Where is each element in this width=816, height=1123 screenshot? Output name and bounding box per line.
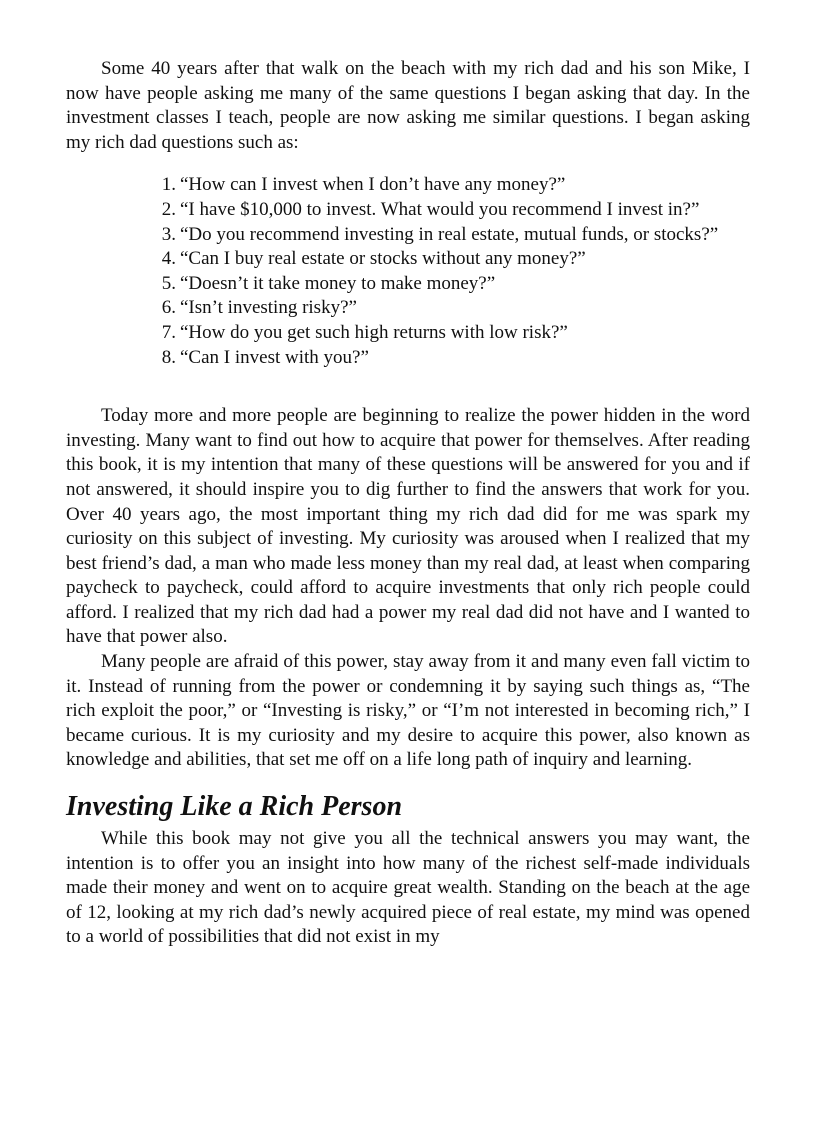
section-heading: Investing Like a Rich Person [66, 791, 403, 823]
list-item [146, 198, 746, 223]
list-item [146, 173, 746, 198]
list-number: 6. [161, 297, 176, 319]
questions-list [66, 173, 746, 370]
list-item [146, 296, 746, 321]
list-item [146, 321, 746, 346]
afraid-paragraph: Many people are afraid of this power, stay away from it and many even fall victim to it. Instead of running from the power or condemning it by saying such things as, “The rich exploit the poor,” or “Investing is risky,” or “I’m not interested in becoming rich,” I became curious. It is my curiosity and my desire to acquire this power, also known as knowledge and abilities, that set me off on a life long path of inquiry and learning. [66, 651, 750, 771]
section-paragraph: While this book may not give you all the technical answers you may want, the intention is to offer you an insight into how many of the richest self-made individuals made their money and went on to acquire great wealth. Standing on the beach at the age of 12, looking at my rich dad’s newly acquired piece of real estate, my mind was opened to a world of possibilities that did not exist in my [66, 828, 750, 948]
list-text: “Can I buy real estate or stocks without any money?” [180, 248, 586, 270]
list-text: “How do you get such high returns with low risk?” [180, 321, 568, 343]
list-spacer [66, 370, 750, 404]
list-number: 1. [161, 174, 176, 196]
list-text: “I have $10,000 to invest. What would you recommend I invest in?” [180, 198, 700, 220]
list-number: 2. [161, 198, 176, 220]
list-text: “Isn’t investing risky?” [180, 297, 357, 319]
list-number: 5. [161, 272, 176, 294]
list-item [146, 247, 746, 272]
list-number: 3. [161, 223, 176, 245]
list-number: 7. [161, 321, 176, 343]
list-text: “How can I invest when I don’t have any money?” [180, 174, 566, 196]
list-item [146, 272, 746, 297]
list-text: “Can I invest with you?” [180, 346, 369, 368]
intro-paragraph: Some 40 years after that walk on the beach with my rich dad and his son Mike, I now have people asking me many of the same questions I began asking that day. In the investment classes I teach, people are now asking me similar questions. I began asking my rich dad questions such as: [66, 58, 750, 153]
list-number: 4. [161, 248, 176, 270]
list-text: “Doesn’t it take money to make money?” [180, 272, 496, 294]
list-number: 8. [161, 346, 176, 368]
list-item [146, 346, 746, 371]
list-item [146, 223, 746, 248]
list-text: “Do you recommend investing in real estate, mutual funds, or stocks?” [180, 223, 719, 245]
today-paragraph: Today more and more people are beginning to realize the power hidden in the word investing. Many want to find out how to acquire that power for themselves. After reading this book, it is my intention that many of these questions will be answered for you and if not answered, it should inspire you to dig further to find the answers that work for you. Over 40 years ago, the most important thing my rich dad did for me was spark my curiosity on this subject of investing. My curiosity was aroused when I realized that my best friend’s dad, a man who made less money than my real dad, at least when comparing paycheck to paycheck, could afford to acquire investments that only rich people could afford. I realized that my rich dad had a power my real dad did not have and I wanted to have that power also. [66, 405, 750, 648]
